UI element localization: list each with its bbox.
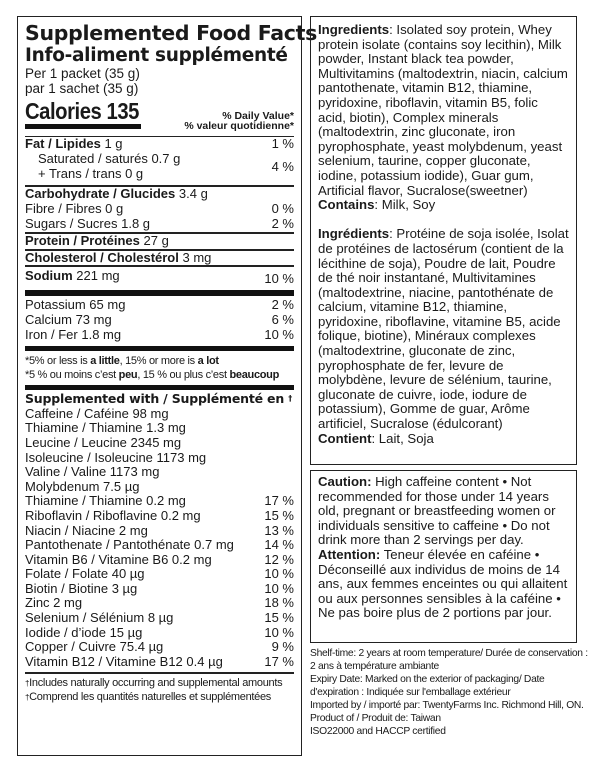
origin: Product of / Produit de: Taiwan [310, 713, 441, 724]
contains-fr [318, 432, 569, 447]
cholesterol-row [25, 251, 294, 266]
cholesterol-amount: 3 mg [182, 249, 212, 265]
supplements-list [25, 407, 294, 670]
supplement-pct: 17 % [264, 493, 294, 509]
serving-size-en: Per 1 packet (35 g) [25, 66, 140, 81]
divider [25, 672, 294, 674]
facts-title: Supplemented Food Facts [25, 21, 318, 45]
sat-trans-pct: 4 % [271, 159, 294, 175]
ingredients-text: : Isolated soy protein, Whey protein isolate (contains soy lecithin), Milk powder, Instant black tea powder, Multivitamins (maltodextrin, niacin, calcium pantothenate, vitamin B12, thiamine, pyridoxine, riboflavin, vitamin B5, folic acid, biotin), Complex minerals (maltodextrin, zinc gluconate, iron pyrophosphate, yeast molybdenum, yeast selenium, taurine, copper gluconate, iodine, potassium iodide), Guar gum, Artificial flavor, Sucralose(sweetner) [318, 22, 568, 198]
sugars-label: Sugars / Sucres 1.8 g [25, 215, 151, 231]
dv-note-en [25, 354, 294, 368]
mineral-label: Calcium 73 mg [25, 312, 112, 328]
mineral-label: Iron / Fer 1.8 mg [25, 326, 122, 342]
supplement-row [25, 407, 294, 422]
mineral-label: Potassium 65 mg [25, 297, 126, 313]
certification: ISO22000 and HACCP certified [310, 726, 446, 737]
daily-value-header-en: % Daily Value* [222, 110, 294, 122]
supplement-row [25, 596, 294, 611]
supplement-row [25, 640, 294, 655]
note-text: *5% or less is [25, 354, 91, 367]
supplement-label: Pantothenate / Pantothénate 0.7 mg [25, 537, 234, 553]
supplement-pct [258, 436, 294, 451]
sodium-pct: 10 % [264, 271, 294, 287]
sugars-row [25, 217, 294, 232]
supplement-row [25, 436, 294, 451]
caution-text: High caffeine content • Not recommended for those under 14 years old, pregnant or breastfeeding women or individuals sensitive to caffeine • Do not drink more than 2 servings per day. [318, 474, 556, 548]
expiry-date: Expiry Date: Marked on the exterior of packaging/ Date d'expiration : Indiquée sur l'emballage extérieur [310, 674, 545, 698]
supplement-pct: 14 % [264, 537, 294, 553]
supplement-row [25, 582, 294, 597]
footnote-fr [25, 691, 294, 705]
fibre-pct: 0 % [271, 201, 294, 217]
mineral-row [25, 298, 294, 313]
attention-text: Teneur élevée en caféine • Déconseillé aux individus de moins de 14 ans, aux femmes enceintes ou qui allaitent ou aux personnes sensibles à la caféine • Ne pas boire plus de 2 portions par jour. [318, 546, 568, 621]
carb-row [25, 187, 294, 202]
fibre-label: Fibre / Fibres 0 g [25, 201, 124, 217]
supplement-label: Thiamine / Thiamine 1.3 mg [25, 420, 186, 436]
supplement-label: Molybdenum 7.5 µg [25, 478, 140, 494]
nutrition-facts-panel [17, 16, 318, 756]
supplements-header [25, 390, 294, 407]
protein-amount: 27 g [143, 232, 169, 248]
fat-row [25, 137, 294, 152]
carb-label: Carbohydrate / Glucides [25, 186, 176, 202]
supplement-row [25, 421, 294, 436]
dagger-mark: † [288, 393, 293, 403]
saturated-row: Saturated / saturés 0.7 g [38, 150, 181, 166]
supplement-pct: 12 % [264, 551, 294, 567]
supplement-label: Valine / Valine 1173 mg [25, 464, 160, 480]
supplement-row [25, 465, 294, 480]
supplement-label: Vitamin B6 / Vitamine B6 0.2 mg [25, 551, 212, 567]
protein-row [25, 234, 294, 249]
contains-text: : Milk, Soy [374, 197, 436, 213]
note-text: *5 % ou moins c’est [25, 368, 119, 381]
sat-trans-group [25, 152, 294, 182]
fibre-row [25, 202, 294, 217]
supplements-header-text: Supplemented with / Supplémenté en [25, 390, 285, 406]
caution-en [318, 475, 569, 548]
supplement-label: Caffeine / Caféine 98 mg [25, 405, 169, 421]
dagger-mark: † [25, 679, 30, 689]
note-bold: beaucoup [229, 368, 280, 381]
trans-row: + Trans / trans 0 g [38, 165, 144, 181]
supplement-row [25, 538, 294, 553]
supplement-row [25, 553, 294, 568]
caution-label: Caution: [318, 474, 372, 489]
supplement-label: Zinc 2 mg [25, 595, 83, 611]
contient-text: : Lait, Soja [371, 430, 434, 446]
supplement-label: Leucine / Leucine 2345 mg [25, 434, 182, 450]
ingredients-fr [318, 227, 569, 431]
daily-value-header-fr: % valeur quotidienne* [184, 120, 294, 132]
supplement-row [25, 567, 294, 582]
supplement-label: Isoleucine / Isoleucine 1173 mg [25, 449, 207, 465]
supplement-row [25, 524, 294, 539]
supplement-pct: 13 % [264, 522, 294, 538]
supplement-label: Copper / Cuivre 75.4 µg [25, 639, 164, 655]
mineral-row [25, 328, 294, 343]
supplement-pct [258, 451, 294, 466]
supplement-label: Niacin / Niacine 2 mg [25, 522, 148, 538]
supplement-label: Riboflavin / Riboflavine 0.2 mg [25, 507, 201, 523]
supplement-label: Vitamin B12 / Vitamine B12 0.4 µg [25, 653, 223, 669]
contains-en [318, 198, 569, 213]
supplement-pct: 9 % [271, 639, 294, 655]
supplement-pct [258, 407, 294, 422]
contains-label: Contains [318, 197, 375, 213]
mineral-pct: 2 % [271, 297, 294, 313]
ingredients-text-fr: : Protéine de soja isolée, Isolat de protéines de lactosérum (contient de la lécithine de soja), Poudre de lait, Poudre de thé noir instantané, Multivitamines (maltodextrine, niacine, pantothénate de calcium, vitamine B12, thiamine, pyridoxine, riboflavine, vitamine B5, acide folique, biotine), Minéraux complexes (maltodextrine, gluconate de zinc, pyrophosphate de fer, levure de molybdène, levure de sélénium, taurine, gluconate de cuivre, iode, iodure de potassium), Gomme de guar, Arôme artificiel, Sucralose (édulcorant) [318, 226, 569, 432]
supplement-row [25, 611, 294, 626]
caution-fr [318, 548, 569, 621]
ingredients-en [318, 23, 569, 198]
note-bold: peu [118, 368, 138, 381]
thick-divider [25, 290, 294, 296]
supplement-row [25, 480, 294, 495]
supplement-row [25, 655, 294, 670]
supplement-pct [258, 421, 294, 436]
supplement-pct: 15 % [264, 507, 294, 523]
supplement-label: Thiamine / Thiamine 0.2 mg [25, 493, 186, 509]
supplement-pct: 10 % [264, 566, 294, 582]
sugars-pct: 2 % [271, 215, 294, 231]
ingredients-label: Ingredients [318, 22, 390, 37]
contient-label: Contient [318, 430, 372, 446]
supplement-label: Iodide / d’iode 15 µg [25, 624, 143, 640]
cholesterol-label: Cholesterol / Cholestérol [25, 249, 179, 265]
attention-label: Attention: [318, 546, 381, 562]
protein-label: Protein / Protéines [25, 232, 140, 248]
dagger-mark: † [25, 692, 30, 702]
note-bold: a little [90, 354, 120, 367]
footnote-text: Includes naturally occurring and supplemental amounts [29, 677, 283, 690]
supplement-pct: 15 % [264, 610, 294, 626]
supplement-pct: 18 % [264, 595, 294, 611]
sodium-amount: 221 mg [76, 268, 120, 284]
supplement-pct: 10 % [264, 624, 294, 640]
mineral-pct: 10 % [264, 326, 294, 342]
supplement-row [25, 451, 294, 466]
fat-pct: 1 % [271, 136, 294, 151]
note-bold: a lot [197, 354, 219, 367]
mineral-pct: 6 % [271, 312, 294, 328]
note-text: , 15 % ou plus c’est [137, 368, 230, 381]
fat-label: Fat / Lipides [25, 136, 101, 151]
ingredients-label-fr: Ingrédients [318, 226, 390, 242]
supplement-label: Selenium / Sélénium 8 µg [25, 610, 174, 626]
supplement-pct [258, 465, 294, 480]
importer: Imported by / importé par: TwentyFarms Inc. Richmond Hill, ON. [310, 700, 584, 711]
footnote-text: Comprend les quantités naturelles et supplémentées [29, 690, 271, 703]
sodium-label: Sodium [25, 268, 73, 284]
product-meta [310, 647, 592, 738]
thick-divider [25, 346, 294, 351]
supplement-label: Folate / Folate 40 µg [25, 566, 145, 582]
facts-subtitle: Info-aliment supplémenté [25, 45, 288, 66]
serving-size-fr: par 1 sachet (35 g) [25, 80, 139, 96]
supplement-pct: 10 % [264, 580, 294, 596]
supplement-row [25, 626, 294, 641]
caution-panel [310, 470, 577, 643]
fat-amount: 1 g [104, 136, 123, 151]
note-text: , 15% or more is [119, 354, 198, 367]
shelf-life: Shelf-time: 2 years at room temperature/ Durée de conservation : 2 ans à température ambiante [310, 648, 588, 672]
mineral-row [25, 313, 294, 328]
supplement-label: Biotin / Biotine 3 µg [25, 580, 138, 596]
supplement-row [25, 494, 294, 509]
sodium-row [25, 267, 294, 287]
dv-note-fr [25, 368, 294, 382]
carb-amount: 3.4 g [178, 186, 208, 202]
spacer [318, 213, 569, 228]
supplement-pct [258, 480, 294, 495]
supplement-row [25, 509, 294, 524]
footnote-en [25, 677, 294, 691]
supplement-pct: 17 % [264, 653, 294, 669]
calories-label: Calories 135 [25, 98, 139, 124]
ingredients-panel [310, 16, 577, 465]
